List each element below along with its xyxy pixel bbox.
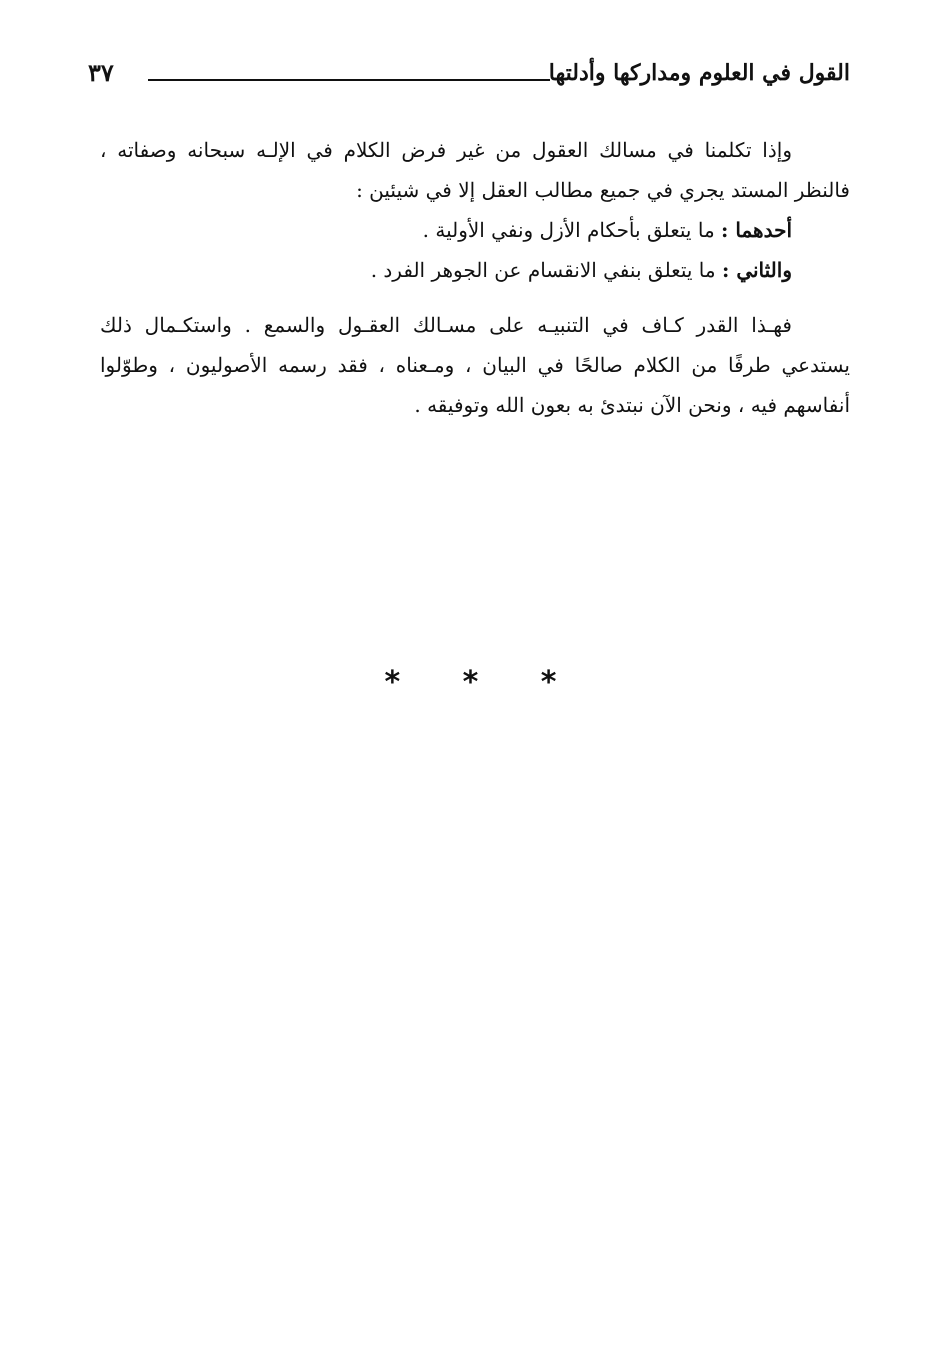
item-1-text: ما يتعلق بأحكام الأزل ونفي الأولية . xyxy=(422,218,715,242)
running-header xyxy=(88,58,850,98)
item-2-text: ما يتعلق بنفي الانقسام عن الجوهر الفرد . xyxy=(370,258,716,282)
header-rule xyxy=(148,79,550,81)
list-item-second xyxy=(100,250,850,290)
running-header-title: القول في العلوم ومداركها وأدلتها xyxy=(548,60,850,86)
page-number: ٣٧ xyxy=(88,58,114,87)
item-2-label: والثاني : xyxy=(721,258,792,282)
section-ornament: * * * xyxy=(384,665,583,700)
list-item-first xyxy=(100,210,850,250)
paragraph-2: فهـذا القدر كـاف في التنبيـه على مسـالك العقـول والسمع . واستكـمال ذلك يستدعي طرفًا من الكلام صالحًا في البيان ، ومـعناه ، فقد رسمه الأصوليون ، وطوّلوا أنفاسهم فيه ، ونحن الآن نبتدئ به بعون الله وتوفيقه . xyxy=(100,313,850,417)
body-text xyxy=(100,130,850,425)
paragraph-1: وإذا تكلمنا في مسالك العقول من غير فرض الكلام في الإلـه سبحانه وصفاته ، فالنظر المستد يجري في جميع مطالب العقل إلا في شيئين : xyxy=(100,138,850,202)
item-1-label: أحدهما : xyxy=(721,218,792,242)
